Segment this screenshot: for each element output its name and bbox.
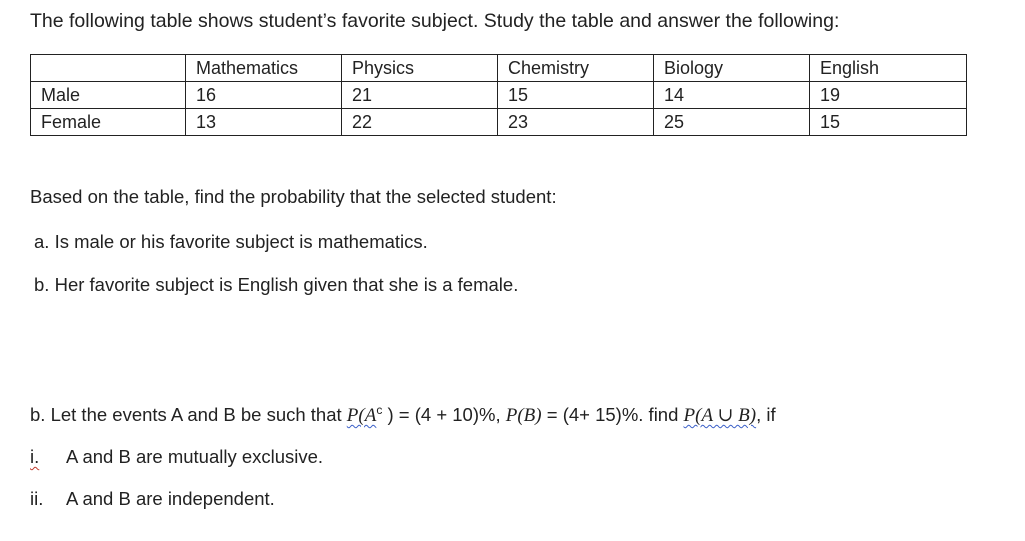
table-corner-cell: [31, 55, 186, 82]
question-b: [34, 274, 518, 296]
table-cell: 14: [654, 82, 810, 109]
table-cell: 19: [810, 82, 967, 109]
question-prompt: Based on the table, find the probability that the selected student:: [30, 186, 557, 207]
complement-superscript: c: [376, 403, 383, 417]
table-row: [31, 109, 967, 136]
table-cell: 21: [342, 82, 498, 109]
sub-text: A and B are independent.: [66, 488, 275, 509]
prob-a-complement: P(A: [346, 405, 377, 426]
table-header-cell: Chemistry: [498, 55, 654, 82]
part-b-lead: b. Let the events A and B be such that: [30, 404, 347, 425]
intro-text: The following table shows student’s favorite subject. Study the table and answer the following:: [30, 10, 840, 32]
sub-marker: i.: [30, 446, 40, 467]
sub-text: A and B are mutually exclusive.: [66, 446, 324, 467]
row-label: Female: [31, 109, 186, 136]
part-b-tail: , if: [756, 404, 776, 425]
table-cell: 23: [498, 109, 654, 136]
prob-a-union-b: P(A ∪ B): [683, 405, 757, 426]
table-cell: 25: [654, 109, 810, 136]
sub-question-ii: [30, 488, 275, 510]
table-header-cell: Biology: [654, 55, 810, 82]
row-label: Male: [31, 82, 186, 109]
prob-a-value: ) = (4 + 10)%,: [382, 404, 506, 425]
table-cell: 16: [186, 82, 342, 109]
table-header-row: [31, 55, 967, 82]
question-text: Is male or his favorite subject is mathematics.: [54, 231, 428, 252]
table-header-cell: Mathematics: [186, 55, 342, 82]
question-marker: b.: [34, 274, 50, 295]
question-marker: a.: [34, 231, 50, 252]
sub-marker: ii.: [30, 488, 44, 509]
table-cell: 15: [498, 82, 654, 109]
table-cell: 15: [810, 109, 967, 136]
part-b-statement: [30, 403, 776, 427]
sub-question-i: [30, 446, 323, 468]
favorite-subject-table: [30, 54, 967, 136]
table-header-cell: Physics: [342, 55, 498, 82]
table-row: [31, 82, 967, 109]
question-text: Her favorite subject is English given that she is a female.: [54, 274, 519, 295]
prob-b-value: = (4+ 15)%. find: [541, 404, 684, 425]
table-cell: 22: [342, 109, 498, 136]
prob-b: P(B): [505, 405, 542, 426]
table-cell: 13: [186, 109, 342, 136]
table-header-cell: English: [810, 55, 967, 82]
question-a: [34, 231, 428, 253]
